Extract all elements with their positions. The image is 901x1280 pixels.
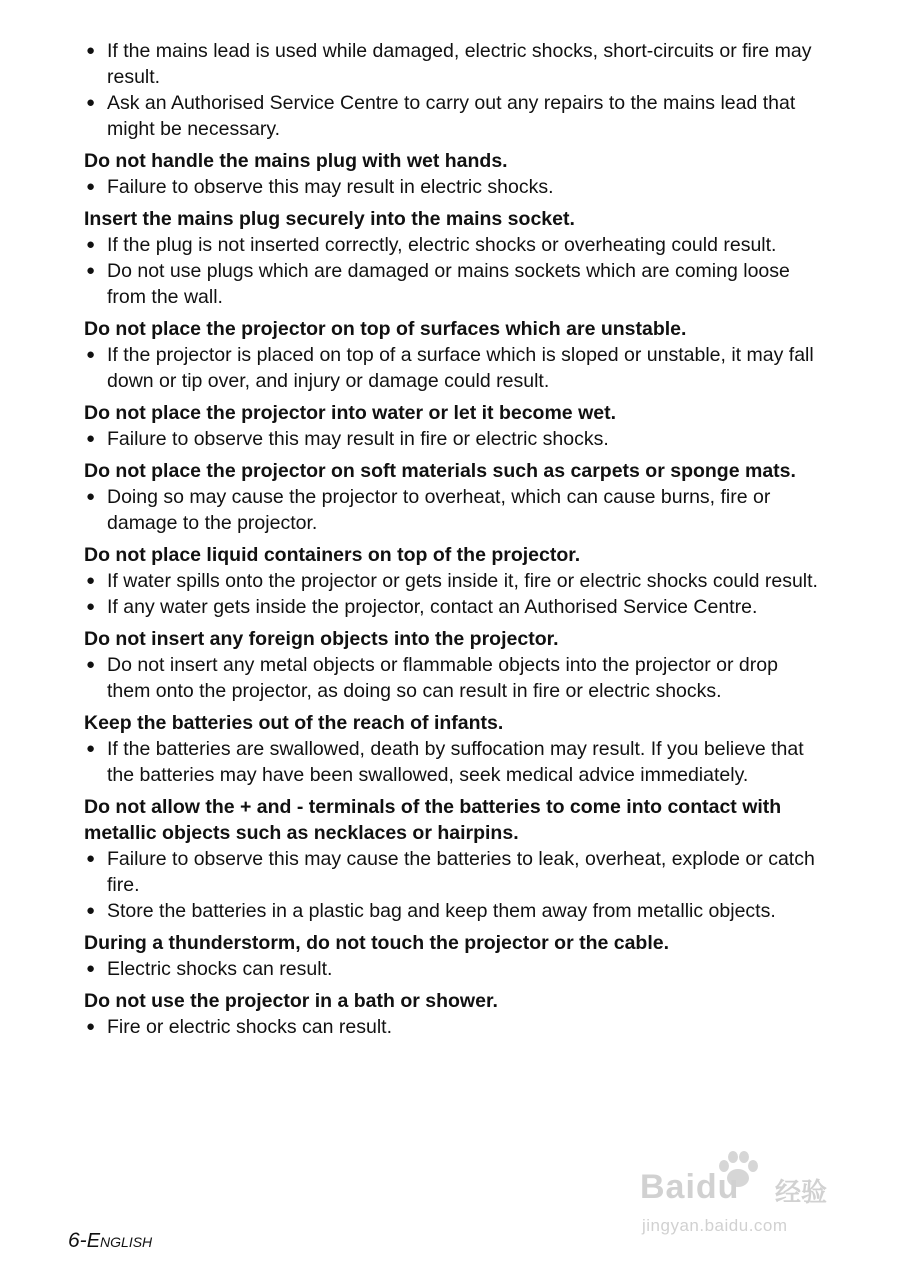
- bullet-item: ● Ask an Authorised Service Centre to carry out any repairs to the mains lead that might be necessary.: [84, 90, 824, 142]
- section-batteries-infants: [84, 710, 824, 788]
- bullet-item: ● If any water gets inside the projector, contact an Authorised Service Centre.: [84, 594, 824, 620]
- bullet-item: ● Failure to observe this may result in fire or electric shocks.: [84, 426, 824, 452]
- watermark-url: jingyan.baidu.com: [642, 1216, 788, 1235]
- intro-bullet-list: [84, 38, 824, 142]
- bullet-item: ● If water spills onto the projector or gets inside it, fire or electric shocks could result.: [84, 568, 824, 594]
- section-heading: Do not place the projector on top of surfaces which are unstable.: [84, 318, 687, 340]
- section-heading: Do not place the projector on soft materials such as carpets or sponge mats.: [84, 460, 796, 482]
- section-heading: During a thunderstorm, do not touch the projector or the cable.: [84, 932, 670, 954]
- document-body: [84, 38, 824, 1040]
- bullet-item: ● Doing so may cause the projector to overheat, which can cause burns, fire or damage to the projector.: [84, 484, 824, 536]
- section-unstable-surfaces: [84, 316, 824, 394]
- bullet-item: ● Electric shocks can result.: [84, 956, 824, 982]
- bullet-item: ● If the plug is not inserted correctly, electric shocks or overheating could result.: [84, 232, 824, 258]
- watermark-chinese: 经验: [775, 1177, 828, 1207]
- bullet-item: ● Do not use plugs which are damaged or mains sockets which are coming loose from the wall.: [84, 258, 824, 310]
- bullet-item: ● Do not insert any metal objects or flammable objects into the projector or drop them onto the projector, as doing so can result in fire or electric shocks.: [84, 652, 824, 704]
- section-heading: Do not use the projector in a bath or shower.: [84, 990, 498, 1012]
- watermark-brand: Baidu: [640, 1168, 740, 1206]
- bullet-item: ● Failure to observe this may cause the batteries to leak, overheat, explode or catch fire.: [84, 846, 824, 898]
- section-thunderstorm: [84, 930, 824, 982]
- section-heading: Keep the batteries out of the reach of infants.: [84, 712, 504, 734]
- section-bath-shower: [84, 988, 824, 1040]
- section-soft-materials: [84, 458, 824, 536]
- bullet-item: ● If the mains lead is used while damaged, electric shocks, short-circuits or fire may result.: [84, 38, 824, 90]
- page-number: 6-: [68, 1229, 87, 1252]
- bullet-item: ● Store the batteries in a plastic bag and keep them away from metallic objects.: [84, 898, 824, 924]
- bullet-item: ● If the batteries are swallowed, death by suffocation may result. If you believe that the batteries may have been swallowed, seek medical advice immediately.: [84, 736, 824, 788]
- page-footer: [68, 1229, 152, 1253]
- section-battery-terminals: [84, 794, 824, 924]
- section-foreign-objects: [84, 626, 824, 704]
- bullet-item: ● Fire or electric shocks can result.: [84, 1014, 824, 1040]
- section-heading: Do not insert any foreign objects into the projector.: [84, 628, 559, 650]
- section-heading: Do not allow the + and - terminals of the batteries to come into contact with metallic objects such as necklaces or hairpins.: [84, 796, 782, 844]
- language-label: English: [86, 1230, 153, 1252]
- bullet-item: ● Failure to observe this may result in electric shocks.: [84, 174, 824, 200]
- baidu-watermark: [640, 1150, 855, 1245]
- section-liquid-containers: [84, 542, 824, 620]
- section-wet-hands: [84, 148, 824, 200]
- section-heading: Insert the mains plug securely into the mains socket.: [84, 208, 575, 230]
- section-heading: Do not handle the mains plug with wet hands.: [84, 150, 508, 172]
- section-heading: Do not place the projector into water or let it become wet.: [84, 402, 616, 424]
- section-plug-securely: [84, 206, 824, 310]
- section-heading: Do not place liquid containers on top of the projector.: [84, 544, 581, 566]
- section-water: [84, 400, 824, 452]
- bullet-item: ● If the projector is placed on top of a surface which is sloped or unstable, it may fall down or tip over, and injury or damage could result.: [84, 342, 824, 394]
